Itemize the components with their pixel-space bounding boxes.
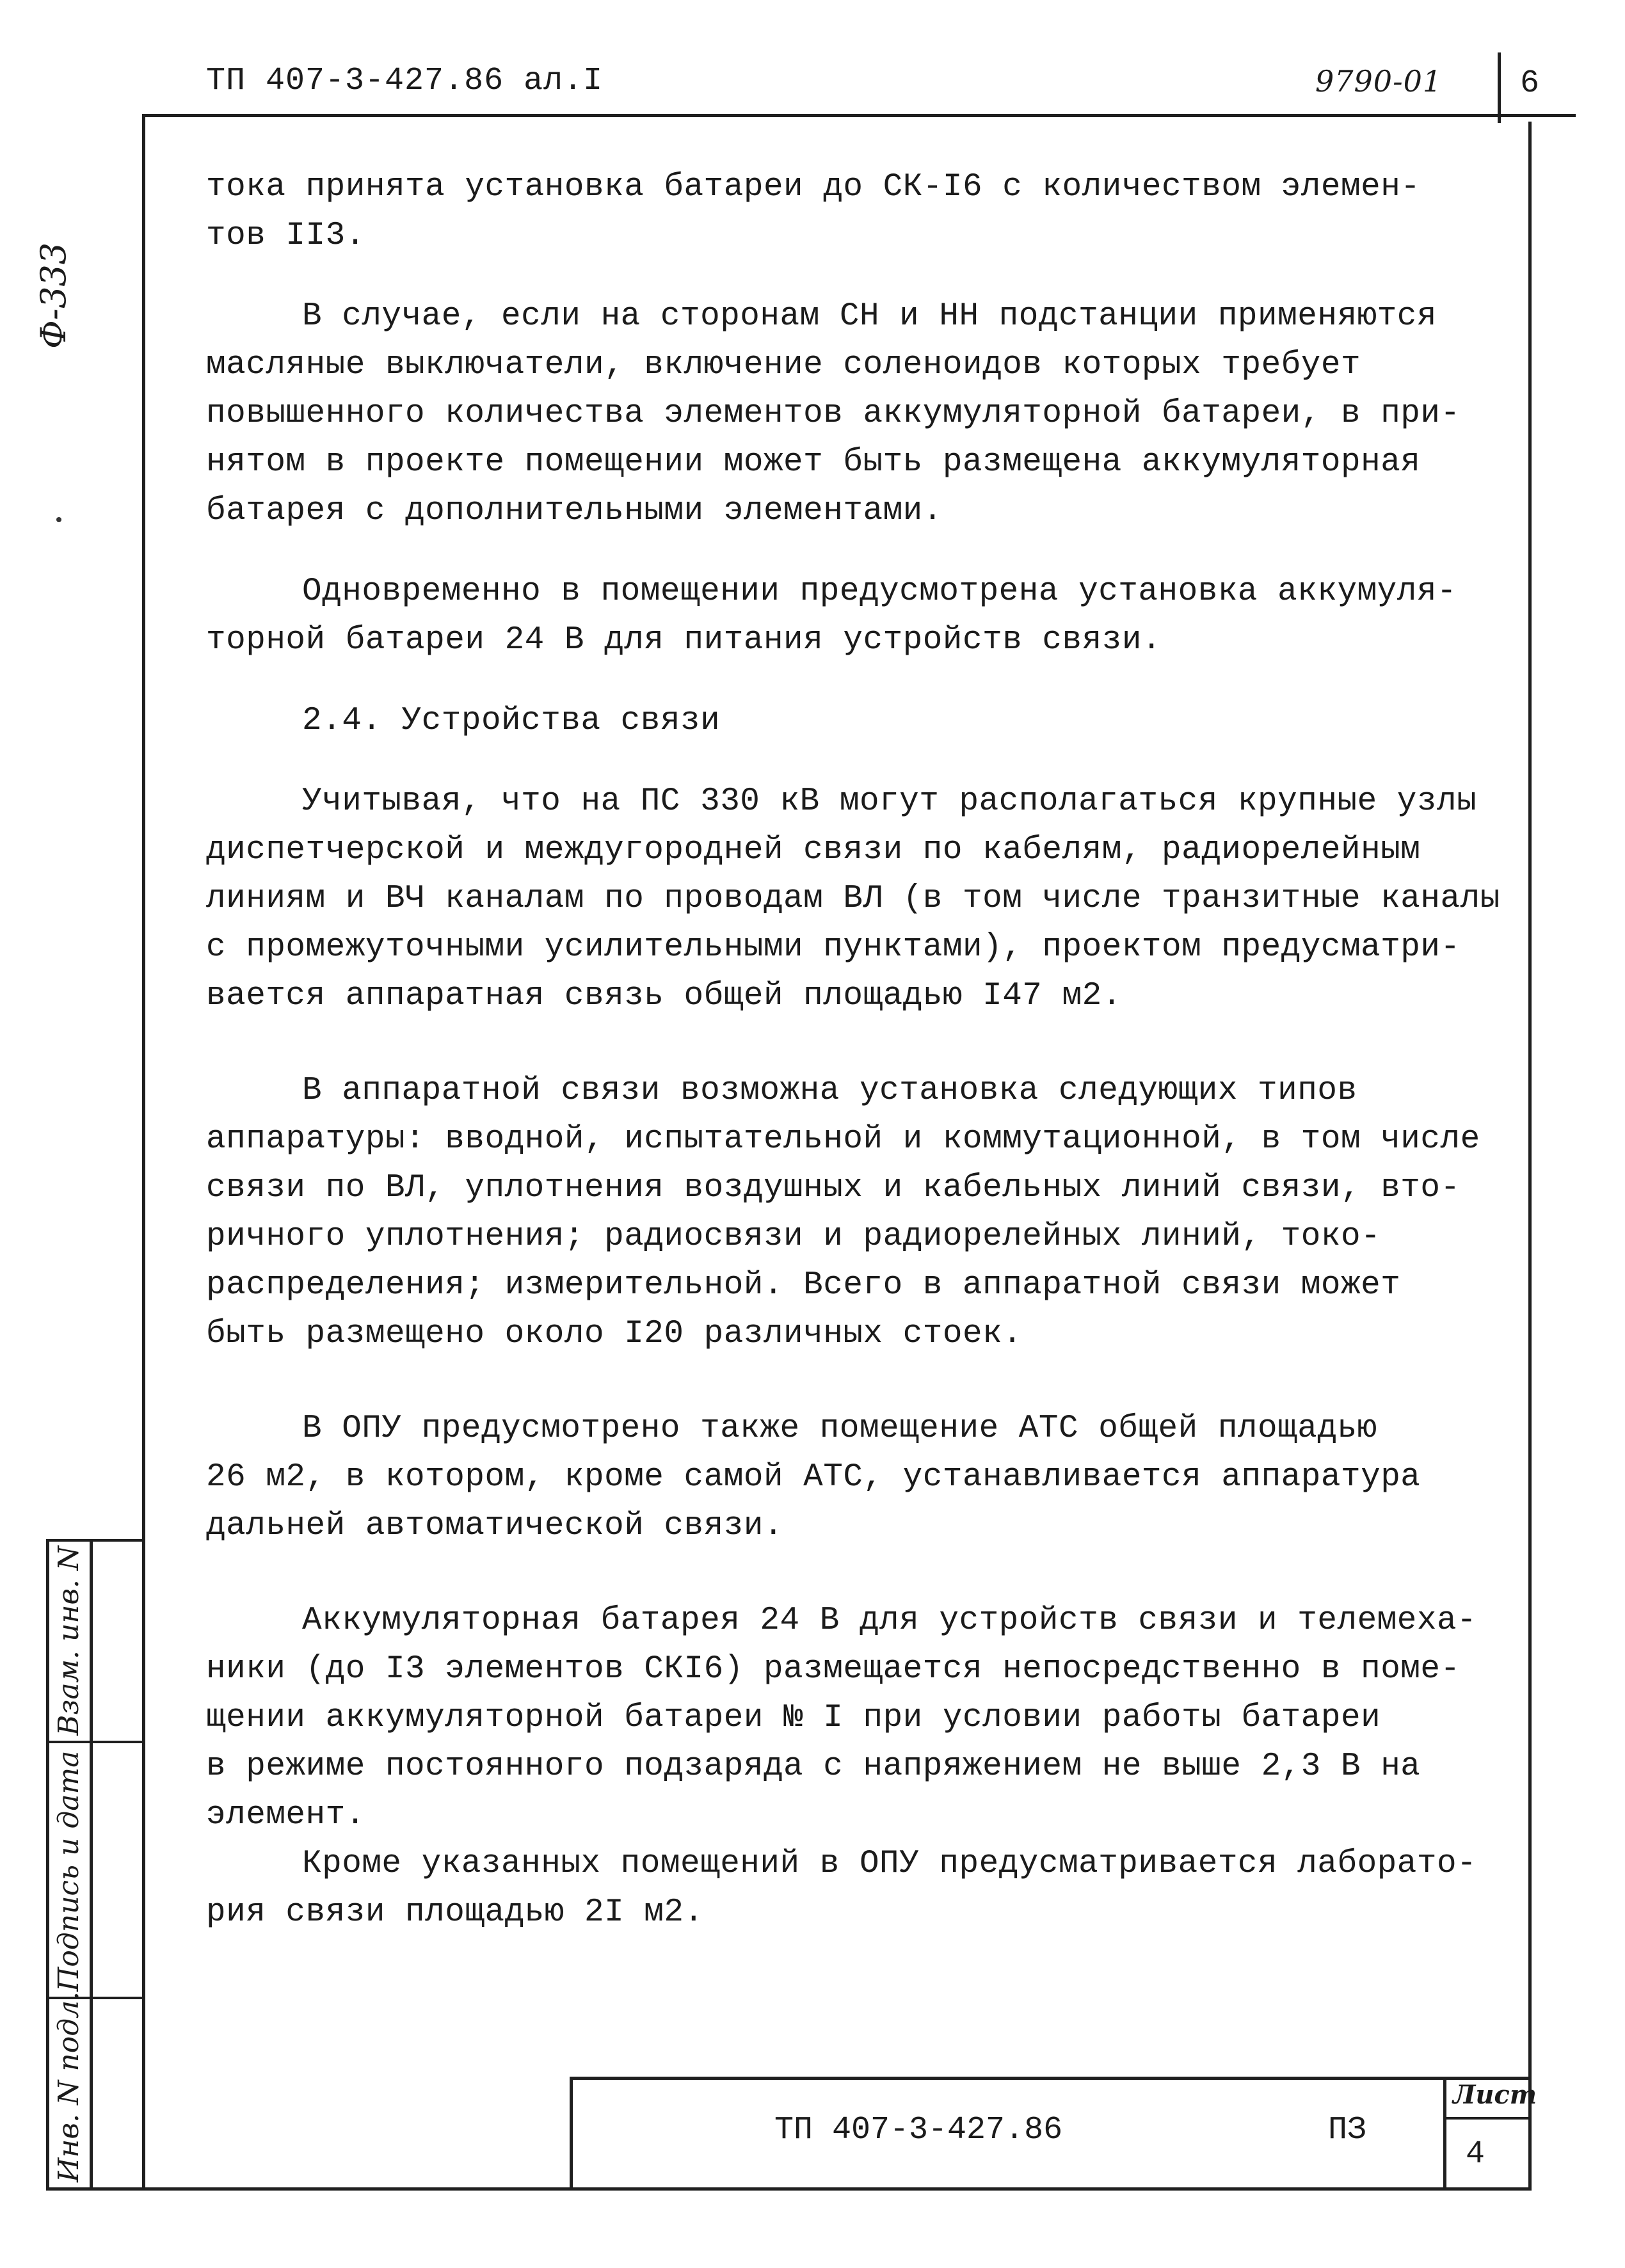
margin-replace-inv-label: Взам. инв. N [52, 1545, 85, 1736]
stamp-sheet-divider [1443, 2077, 1446, 2191]
paragraph: В аппаратной связи возможна установка следующих типов аппаратуры: вводной, испытательной и коммутационной, в том числе связи по ВЛ, уплотнения воздушных и кабельных линий связи, вто- ричного уплотнения; радиосвязи и радиорелейных линий, токо- распределения; измерительной. Всего в аппаратной связи может быть размещено около I20 различных стоек. [206, 1073, 1480, 1352]
paragraph: Одновременно в помещении предусмотрена установка аккумуля- торной батареи 24 В для питания устройств связи. [206, 573, 1457, 659]
stamp-doc-type: ПЗ [1328, 2112, 1367, 2148]
stamp-designation: ТП 407-3-427.86 [774, 2112, 1063, 2148]
margin-box-bottom [46, 2187, 145, 2191]
paragraph: 2.4. Устройства связи [302, 703, 721, 739]
stamp-sheet-number: 4 [1466, 2136, 1485, 2173]
stamp-sheet-label: Лист [1453, 2080, 1537, 2110]
stamp-sheet-label-line [1443, 2117, 1530, 2120]
paragraph: Кроме указанных помещений в ОПУ предусматривается лаборато- рия связи площадью 2I м2. [206, 1846, 1477, 1931]
bottom-frame-line [142, 2187, 1531, 2191]
stamp-top-line [570, 2077, 1530, 2080]
margin-stamp: Ф-333 [33, 242, 74, 349]
stamp-left-line [570, 2077, 573, 2191]
margin-inv-no-label: Инв. N подл. [52, 1991, 85, 2182]
paragraph: Аккумуляторная батарея 24 В для устройств связи и телемеха- ники (до I3 элементов СКI6) размещается непосредственно в поме- щении аккумуляторной батареи № I при условии работы батареи в режиме постоянного подзаряда с напряжением не выше 2,3 В на элемент. [206, 1602, 1477, 1833]
page-number-divider [1498, 52, 1501, 123]
margin-box-inner-line [90, 1539, 93, 2191]
top-frame-line [142, 114, 1576, 117]
header-page-number: 6 [1520, 65, 1541, 102]
margin-sign-date-label: Подпись и дата [52, 1750, 85, 1992]
paragraph: Учитывая, что на ПС 330 кВ могут располагаться крупные узлы диспетчерской и междугородней связи по кабелям, радиорелейным линиям и ВЧ каналам по проводам ВЛ (в том числе транзитные каналы с промежуточными усилительными пунктами), проектом предусматри- вается аппаратная связь общей площадью I47 м2. [206, 783, 1500, 1014]
header-archive-number: 9790-01 [1315, 64, 1443, 99]
left-frame-line [142, 114, 145, 2191]
right-frame-line [1528, 122, 1532, 2191]
margin-box-top [46, 1539, 145, 1542]
margin-box-div-1 [46, 1741, 145, 1743]
header-doc-ref: ТП 407-3-427.86 ал.I [206, 63, 604, 99]
margin-dot [56, 517, 61, 522]
paragraph: тока принята установка батареи до СК-I6 с количеством элемен- тов II3. [206, 169, 1421, 254]
document-body [206, 163, 1525, 1937]
margin-box-outer-line [46, 1539, 49, 2191]
paragraph: В ОПУ предусмотрено также помещение АТС общей площадью 26 м2, в котором, кроме самой АТС, устанавливается аппаратура дальней автоматической связи. [206, 1410, 1421, 1544]
paragraph: В случае, если на сторонам СН и НН подстанции применяются масляные выключатели, включение соленоидов которых требует повышенного количества элементов аккумуляторной батареи, в при- нятом в проекте помещении может быть размещена аккумуляторная батарея с дополнительными элементами. [206, 298, 1461, 529]
